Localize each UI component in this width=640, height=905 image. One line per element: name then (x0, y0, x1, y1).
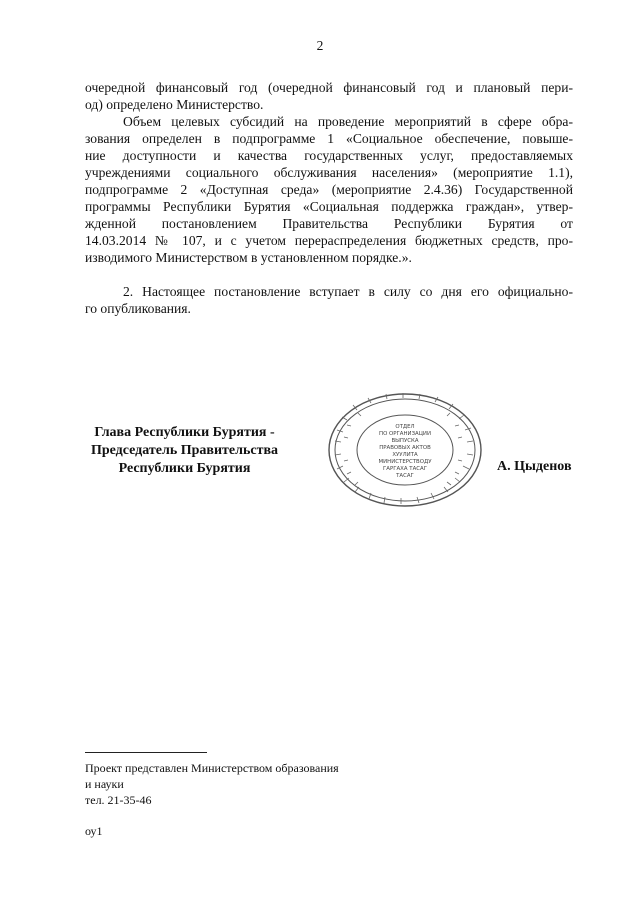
signatory-title (82, 424, 287, 478)
signatory-title-line: Председатель Правительства (90, 443, 279, 458)
body-text-line: од) определено Министерство. (85, 97, 264, 112)
body-text-line: Объем целевых субсидий на проведение мероприятий в сфере обра- (123, 114, 573, 129)
body-text-line: ние доступности и качества государственных услуг, предоставляемых (85, 148, 573, 163)
body-text-line: 14.03.2014 № 107, и с учетом перераспределения бюджетных средств, про- (85, 233, 573, 248)
body-text-line: го опубликования. (85, 301, 191, 316)
body-text-line: жденной постановлением Правительства Республики Бурятия от (85, 216, 573, 231)
signatory-title-line: Глава Республики Бурятия - (94, 425, 275, 440)
seal-text: ВЫПУСКА (391, 438, 419, 444)
body-text-line: учреждениями социального обслуживания населения» (мероприятие 1.1), (85, 165, 573, 180)
seal-text: ПО ОРГАНИЗАЦИИ (379, 431, 431, 437)
page-number: 2 (316, 38, 324, 53)
body-text-line: зования определен в подпрограмме 1 «Социальное обеспечение, повыше- (85, 131, 573, 146)
body-text-line: программы Республики Бурятия «Социальная поддержка граждан», утвер- (85, 199, 573, 214)
footer-rule (85, 752, 207, 753)
body-text-line: 2. Настоящее постановление вступает в силу со дня его официально- (123, 284, 573, 299)
official-seal (327, 392, 483, 508)
seal-text: ГАРГАХА ТАСАГ (382, 466, 428, 472)
body-text-line: очередной финансовый год (очередной финансовый год и плановый пери- (85, 80, 573, 95)
seal-text: ОТДЕЛ (395, 424, 415, 430)
footer-line: Проект представлен Министерством образования (85, 761, 339, 775)
body-text-line: изводимого Министерством в установленном порядке.». (85, 250, 412, 265)
seal-text: ПРАВОВЫХ АКТОВ (379, 445, 431, 451)
seal-text: МИНИСТЕРСТВОДУ (378, 459, 432, 465)
footer-code: оу1 (85, 824, 103, 838)
signatory-name: А. Цыденов (497, 459, 572, 474)
footer-line: тел. 21-35-46 (85, 793, 152, 807)
seal-text: ХУУЛИТА (392, 452, 418, 458)
signatory-title-line: Республики Бурятия (118, 461, 251, 476)
footer-line: и науки (85, 777, 124, 791)
seal-text: ТАСАГ (396, 473, 414, 479)
body-text-line: подпрограмме 2 «Доступная среда» (мероприятие 2.4.36) Государственной (85, 182, 573, 197)
